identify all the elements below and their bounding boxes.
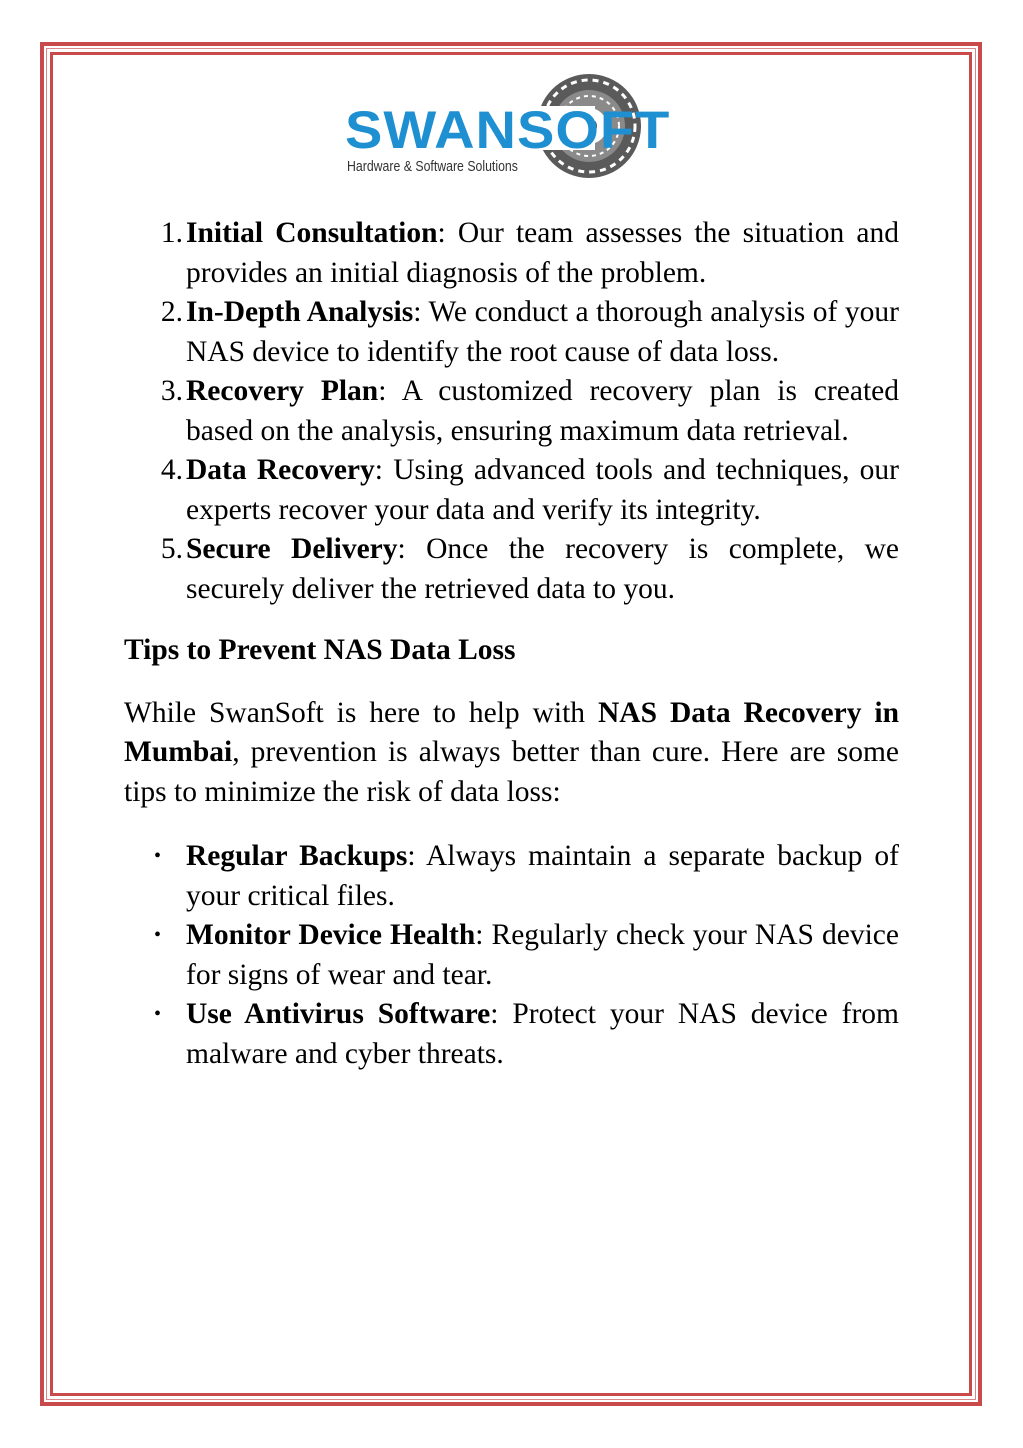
recovery-steps-list	[124, 214, 899, 609]
document-body	[124, 214, 899, 1074]
list-item	[124, 451, 899, 530]
step-title: Secure Delivery	[186, 533, 398, 565]
step-title: Data Recovery	[186, 454, 375, 486]
list-item	[124, 293, 899, 372]
step-separator: :	[413, 296, 422, 328]
step-text: Once the recovery is complete, we securely deliver the retrieved data to you.	[186, 533, 899, 605]
list-item	[124, 214, 899, 293]
step-number: 5.	[160, 533, 183, 565]
intro-text-before: While SwanSoft is here to help with	[124, 696, 598, 729]
step-title: Recovery Plan	[186, 375, 379, 407]
tip-title: Regular Backups	[186, 840, 408, 872]
step-title: In-Depth Analysis	[186, 296, 414, 328]
tip-text: Regularly check your NAS device for signs of wear and tear.	[186, 919, 899, 991]
step-text: Our team assesses the situation and provides an initial diagnosis of the problem.	[186, 217, 899, 289]
list-item	[124, 530, 899, 609]
step-number: 4.	[160, 454, 183, 486]
intro-paragraph	[124, 694, 899, 813]
tip-separator: :	[475, 919, 484, 951]
list-item	[124, 995, 899, 1074]
list-item	[124, 916, 899, 995]
tip-separator: :	[407, 840, 416, 872]
step-separator: :	[374, 454, 383, 486]
logo-wordmark: SWANSOFT	[345, 99, 671, 160]
step-text: We conduct a thorough analysis of your NAS device to identify the root cause of data loss.	[186, 296, 899, 368]
tip-text: Always maintain a separate backup of your critical files.	[186, 840, 899, 912]
step-number: 1.	[160, 217, 183, 249]
step-separator: :	[437, 217, 446, 249]
bullet-icon: •	[154, 1003, 162, 1025]
step-text: A customized recovery plan is created based on the analysis, ensuring maximum data retrieval.	[186, 375, 899, 447]
swansoft-logo	[345, 68, 680, 180]
tip-text: Protect your NAS device from malware and cyber threats.	[186, 998, 899, 1070]
step-number: 3.	[160, 375, 183, 407]
logo-tagline: Hardware & Software Solutions	[347, 158, 518, 175]
step-title: Initial Consultation	[186, 217, 438, 249]
intro-bold-keyword: NAS Data Recovery in Mumbai	[124, 696, 899, 768]
section-heading: Tips to Prevent NAS Data Loss	[124, 634, 516, 666]
tips-list	[124, 837, 899, 1074]
list-item	[124, 372, 899, 451]
bullet-icon: •	[154, 845, 162, 867]
step-text: Using advanced tools and techniques, our experts recover your data and verify its integrity.	[186, 454, 899, 526]
tip-separator: :	[490, 998, 499, 1030]
step-separator: :	[378, 375, 387, 407]
list-item	[124, 837, 899, 916]
step-number: 2.	[160, 296, 183, 328]
intro-text-after: , prevention is always better than cure. Here are some tips to minimize the risk of data loss:	[124, 736, 899, 808]
bullet-icon: •	[154, 924, 162, 946]
tip-title: Monitor Device Health	[186, 919, 476, 951]
tip-title: Use Antivirus Software	[186, 998, 491, 1030]
step-separator: :	[397, 533, 406, 565]
